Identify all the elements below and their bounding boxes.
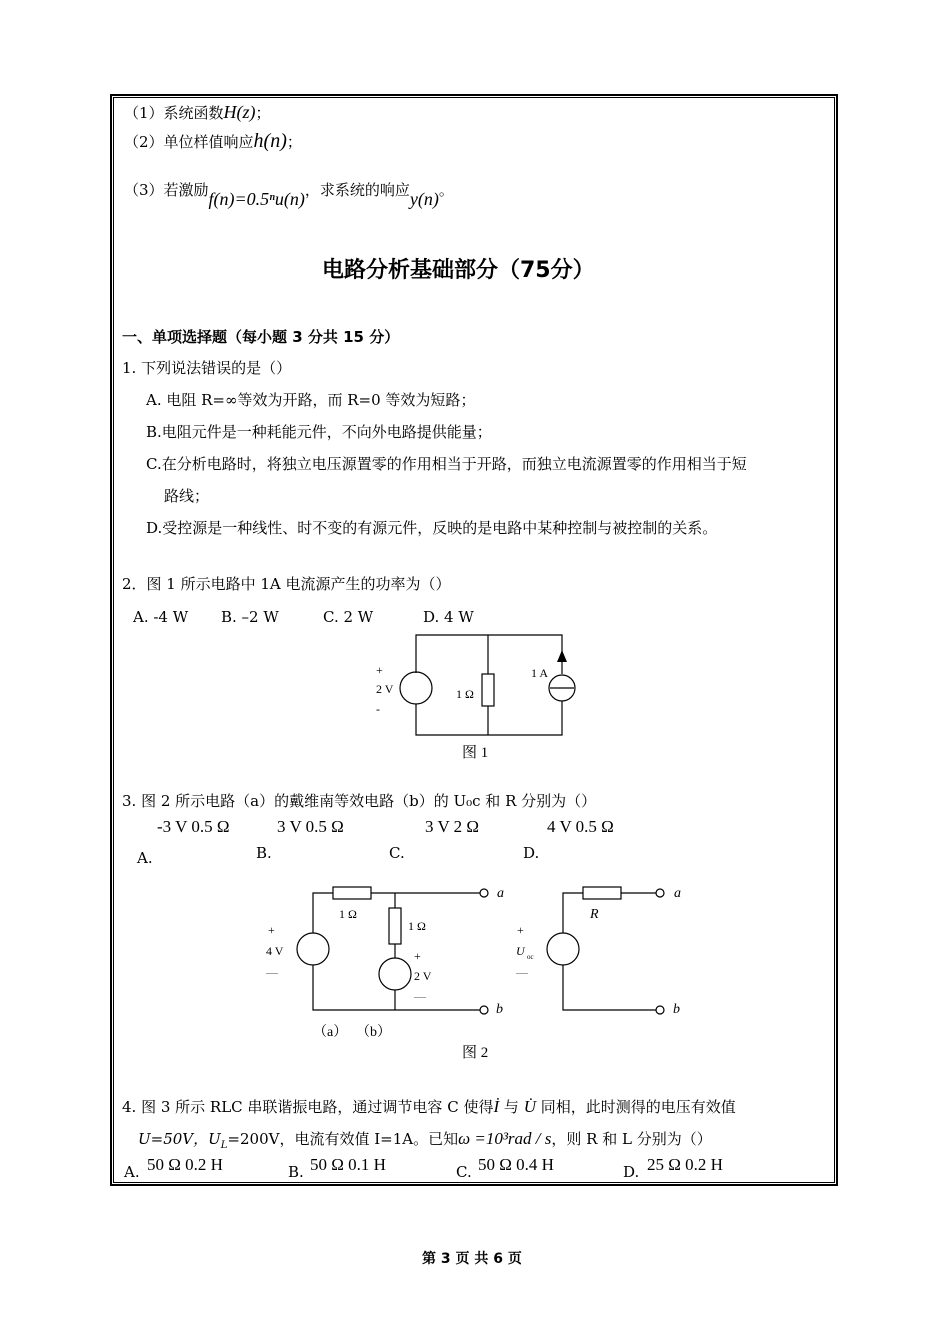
q2-option-c: C. 2 W bbox=[323, 608, 374, 626]
fig2-v1-plus: + bbox=[268, 923, 275, 937]
q3-value-b: 3 V 0.5 Ω bbox=[277, 817, 344, 836]
q4-option-d: D. bbox=[623, 1163, 640, 1181]
q4-stem-line1: 4. 图 3 所示 RLC 串联谐振电路，通过调节电容 C 使得İ 与 U̇ 同相，此时测得的电压有效值 bbox=[122, 1097, 736, 1116]
q4-option-c: C. bbox=[456, 1163, 472, 1181]
fig2-v2-label: 2 V bbox=[414, 969, 432, 983]
q2-stem: 2．图 1 所示电路中 1A 电流源产生的功率为（） bbox=[122, 575, 451, 593]
q1-stem: 1. 下列说法错误的是（） bbox=[122, 359, 292, 377]
q4-option-a: A. bbox=[124, 1163, 140, 1181]
fig1-plus: + bbox=[376, 663, 383, 677]
q1-option-c-line2: 路线； bbox=[164, 487, 210, 505]
fig2-label-a: （a） bbox=[313, 1025, 348, 1040]
fig2b-uoc-sub: oc bbox=[527, 953, 534, 961]
fig2-v2-plus: + bbox=[414, 949, 421, 963]
q4-option-b: B. bbox=[288, 1163, 304, 1181]
fig2a-node-a: a bbox=[497, 886, 504, 901]
section-title: 电路分析基础部分（75分） bbox=[322, 258, 595, 283]
q3-value-d: 4 V 0.5 Ω bbox=[547, 817, 614, 836]
part-heading: 一、单项选择题（每小题 3 分共 15 分） bbox=[122, 328, 400, 346]
q3-option-d: D. bbox=[523, 844, 540, 862]
fig2b-plus: + bbox=[517, 923, 524, 937]
fig1-current-label: 1 A bbox=[531, 666, 549, 680]
q3-option-c: C. bbox=[389, 844, 405, 862]
q4-stem-line2: U=50V，$U_L=200V$，电流有效值 I=1A。已知ω =10³rad / s，则 R 和 L 分别为（） bbox=[138, 1129, 712, 1151]
fig2-v2-minus: — bbox=[414, 989, 426, 1003]
prev-item-1: （1）系统函数H(z)； bbox=[124, 102, 271, 122]
q4-value-c: 50 Ω 0.4 H bbox=[478, 1155, 554, 1174]
fig1-voltage-label: 2 V bbox=[376, 682, 394, 696]
fig2b-node-b: b bbox=[673, 1002, 680, 1017]
fig2a-node-b: b bbox=[496, 1002, 503, 1017]
fig2-v1-label: 4 V bbox=[266, 944, 284, 958]
fig2-r2-label: 1 Ω bbox=[408, 919, 426, 933]
q2-option-b: B. –2 W bbox=[221, 608, 279, 626]
fig2-v1-minus: — bbox=[266, 965, 278, 979]
fig2-label-b: （b） bbox=[356, 1025, 391, 1040]
q1-option-a: A. 电阻 R=∞等效为开路，而 R=0 等效为短路； bbox=[146, 391, 476, 409]
fig2b-minus: — bbox=[516, 965, 528, 979]
fig2-caption: 图 2 bbox=[462, 1045, 489, 1061]
fig2b-uoc-label: U bbox=[516, 944, 525, 958]
q3-option-a: A. bbox=[137, 849, 153, 867]
q3-value-a: -3 V 0.5 Ω bbox=[157, 817, 230, 836]
q2-option-d: D. 4 W bbox=[423, 608, 474, 626]
q4-value-b: 50 Ω 0.1 H bbox=[310, 1155, 386, 1174]
fig2-r1-label: 1 Ω bbox=[339, 907, 357, 921]
q3-stem: 3. 图 2 所示电路（a）的戴维南等效电路（b）的 U₀c 和 R 分别为（） bbox=[122, 792, 597, 810]
q1-option-d: D.受控源是一种线性、时不变的有源元件，反映的是电路中某种控制与被控制的关系。 bbox=[146, 519, 718, 537]
q3-value-c: 3 V 2 Ω bbox=[425, 817, 480, 836]
q4-value-a: 50 Ω 0.2 H bbox=[147, 1155, 223, 1174]
prev-item-2: （2）单位样值响应h(n)； bbox=[124, 130, 302, 152]
q1-option-b: B.电阻元件是一种耗能元件，不向外电路提供能量； bbox=[146, 423, 492, 441]
q1-option-c-line1: C.在分析电路时，将独立电压源置零的作用相当于开路，而独立电流源置零的作用相当于短 bbox=[146, 455, 747, 473]
fig2b-r-label: R bbox=[590, 907, 599, 922]
prev-item-3: （3）若激励f(n)=0.5ⁿu(n)，求系统的响应y(n)。 bbox=[124, 181, 454, 209]
page-number: 第 3 页 共 6 页 bbox=[422, 1251, 522, 1267]
fig2b-node-a: a bbox=[674, 886, 681, 901]
q3-option-b: B. bbox=[256, 844, 272, 862]
fig1-resistor-label: 1 Ω bbox=[456, 687, 474, 701]
fig1-caption: 图 1 bbox=[462, 745, 489, 761]
q4-value-d: 25 Ω 0.2 H bbox=[647, 1155, 723, 1174]
q2-option-a: A. -4 W bbox=[133, 608, 189, 626]
fig1-minus: - bbox=[376, 702, 380, 716]
